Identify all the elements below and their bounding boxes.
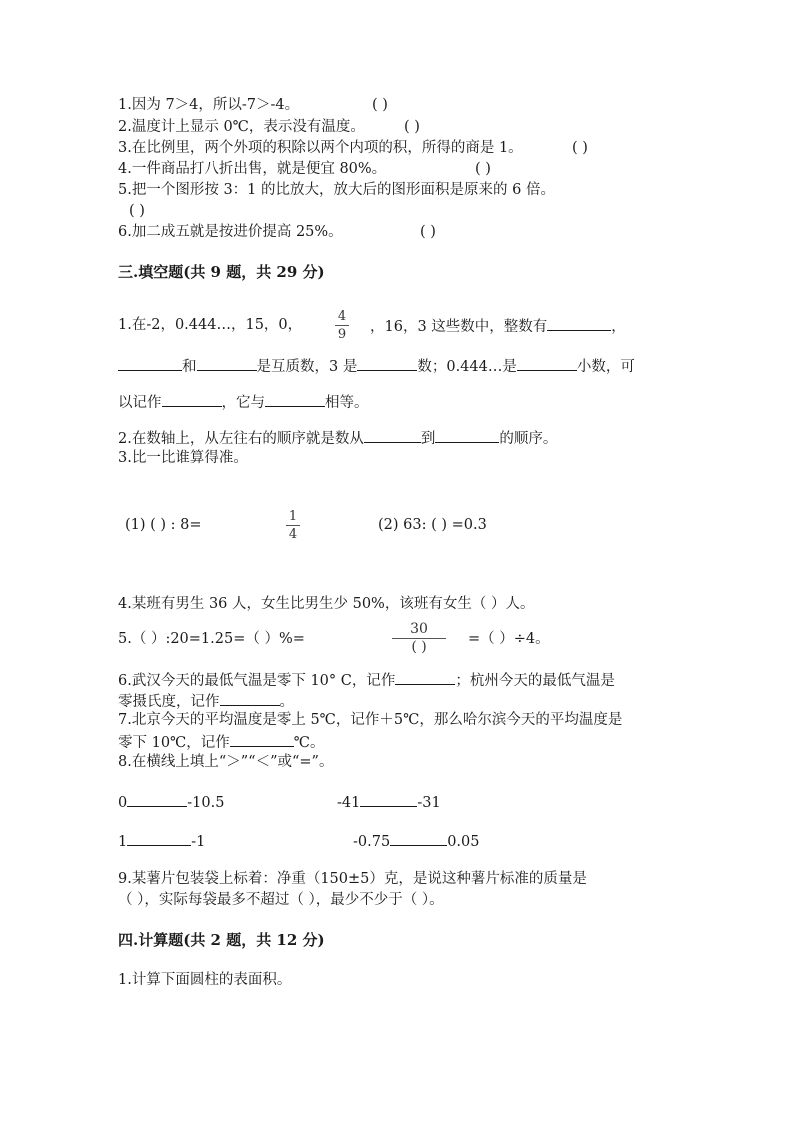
judge-item-6: 6.加二成五就是按进价提高 25%。 bbox=[118, 224, 343, 240]
fill-q5-b: =（ ）÷4。 bbox=[468, 631, 550, 647]
answer-blank[interactable] bbox=[118, 355, 182, 371]
fill-q7-text-b: 零下 10℃，记作 bbox=[118, 735, 230, 751]
answer-blank[interactable] bbox=[395, 669, 455, 685]
answer-blank[interactable] bbox=[364, 427, 421, 443]
judge-item-1-paren: ( ) bbox=[372, 97, 388, 113]
fraction-numerator: 30 bbox=[410, 621, 428, 637]
answer-blank[interactable] bbox=[197, 355, 257, 371]
compare-right: 0.05 bbox=[447, 834, 480, 850]
compare-right: -1 bbox=[191, 834, 206, 850]
fraction-30 bbox=[392, 622, 446, 655]
fill-q1-text-h: 以记作 bbox=[118, 395, 162, 411]
fill-q2-text-c: 的顺序。 bbox=[499, 431, 558, 447]
fill-q2-text-b: 到 bbox=[420, 431, 436, 447]
judge-item-1 bbox=[118, 95, 299, 115]
answer-blank[interactable] bbox=[360, 791, 417, 807]
fill-q9-line1: 9.某薯片包装袋上标着：净重（150±5）克，是说这种薯片标准的质量是 bbox=[118, 871, 587, 887]
section-heading-fill: 三.填空题(共 9 题，共 29 分) bbox=[118, 263, 325, 281]
fill-q1-text-i: ，它与 bbox=[221, 395, 265, 411]
compare-4 bbox=[353, 830, 479, 852]
judge-item-3-paren: ( ) bbox=[572, 140, 588, 156]
answer-blank[interactable] bbox=[127, 791, 187, 807]
fill-q1-text-g: 小数，可 bbox=[576, 359, 635, 375]
judge-item-text: 1.因为 7＞4，所以-7＞-4。 bbox=[118, 97, 300, 113]
fill-q3-title: 3.比一比谁算得准。 bbox=[118, 450, 248, 466]
fill-q1-line2 bbox=[118, 355, 635, 377]
answer-blank[interactable] bbox=[547, 315, 611, 331]
compare-3 bbox=[118, 830, 205, 852]
fill-q5-a: 5.（ ）:20=1.25=（ ）%= bbox=[118, 631, 305, 647]
fill-q6-text-a: 6.武汉今天的最低气温是零下 10° C，记作 bbox=[118, 673, 396, 689]
fill-q1-text-e: 是互质数，3 是 bbox=[256, 359, 358, 375]
compare-left: -41 bbox=[337, 795, 361, 811]
fill-q1-text-d: 和 bbox=[182, 359, 197, 375]
judge-item-2: 2.温度计上显示 0℃，表示没有温度。 bbox=[118, 119, 365, 135]
fill-q3-part2: (2) 63: ( ) =0.3 bbox=[378, 517, 487, 533]
fill-q1-text-b: ，16，3 这些数中，整数有 bbox=[370, 319, 548, 335]
fraction-bar bbox=[286, 525, 300, 526]
answer-blank[interactable] bbox=[220, 690, 280, 706]
fraction-1-4 bbox=[286, 509, 300, 542]
fraction-denominator: ( ) bbox=[411, 639, 427, 655]
fill-q6-line1 bbox=[118, 669, 615, 691]
fill-q6-text-b: ；杭州今天的最低气温是 bbox=[455, 673, 615, 689]
judge-item-5-paren: ( ) bbox=[129, 203, 145, 219]
compare-left: 0 bbox=[118, 795, 128, 811]
fill-q6-line2 bbox=[118, 690, 294, 712]
fill-q7-text-c: ℃。 bbox=[293, 735, 325, 751]
judge-item-3: 3.在比例里，两个外项的积除以两个内项的积，所得的商是 1。 bbox=[118, 140, 523, 156]
answer-blank[interactable] bbox=[265, 391, 325, 407]
answer-blank[interactable] bbox=[435, 427, 499, 443]
fraction-numerator: 4 bbox=[337, 309, 347, 324]
fraction-bar bbox=[335, 325, 349, 326]
fraction-numerator: 1 bbox=[288, 509, 298, 524]
answer-blank[interactable] bbox=[517, 355, 577, 371]
fill-q7-line2 bbox=[118, 731, 325, 753]
compare-left: -0.75 bbox=[353, 834, 391, 850]
compare-right: -10.5 bbox=[187, 795, 225, 811]
fill-q7-line1: 7.北京今天的平均温度是零上 5℃，记作＋5℃，那么哈尔滨今天的平均温度是 bbox=[118, 712, 623, 728]
compare-1 bbox=[118, 791, 224, 813]
judge-item-4: 4.一件商品打八折出售，就是便宜 80%。 bbox=[118, 161, 387, 177]
answer-blank[interactable] bbox=[162, 391, 222, 407]
fill-q1-line1-b bbox=[370, 315, 626, 337]
judge-item-5: 5.把一个图形按 3：1 的比放大，放大后的图形面积是原来的 6 倍。 bbox=[118, 182, 555, 198]
answer-blank[interactable] bbox=[390, 830, 447, 846]
fill-q1-text-j: 相等。 bbox=[325, 395, 369, 411]
fraction-denominator: 4 bbox=[288, 527, 298, 542]
answer-blank[interactable] bbox=[127, 830, 191, 846]
fill-q2 bbox=[118, 427, 557, 449]
fraction-denominator: 9 bbox=[337, 327, 347, 342]
fill-q9-line2: （ ），实际每袋最多不超过（ ），最少不少于（ ）。 bbox=[118, 892, 444, 908]
fill-q1-line3 bbox=[118, 391, 369, 413]
compare-right: -31 bbox=[417, 795, 441, 811]
answer-blank[interactable] bbox=[357, 355, 417, 371]
fill-q2-text-a: 2.在数轴上，从左往右的顺序就是数从 bbox=[118, 431, 364, 447]
section-heading-calc: 四.计算题(共 2 题，共 12 分) bbox=[118, 931, 325, 949]
fill-q1-text-c: ， bbox=[611, 319, 626, 335]
compare-left: 1 bbox=[118, 834, 128, 850]
fill-q8-title: 8.在横线上填上“＞”“＜”或“=”。 bbox=[118, 754, 334, 770]
judge-item-2-paren: ( ) bbox=[404, 119, 420, 135]
fill-q6-text-d: 。 bbox=[279, 694, 294, 710]
fill-q1-line1-a: 1.在-2，0.444…，15，0， bbox=[118, 317, 303, 333]
fill-q4: 4.某班有男生 36 人，女生比男生少 50%，该班有女生（ ）人。 bbox=[118, 596, 535, 612]
fill-q6-text-c: 零摄氏度，记作 bbox=[118, 694, 220, 710]
judge-item-6-paren: ( ) bbox=[420, 224, 436, 240]
answer-blank[interactable] bbox=[230, 731, 294, 747]
fill-q1-text-f: 数；0.444…是 bbox=[417, 359, 517, 375]
fill-q3-part1: (1) ( ) : 8= bbox=[125, 517, 202, 533]
judge-item-4-paren: ( ) bbox=[475, 161, 491, 177]
fraction-4-9 bbox=[335, 309, 349, 342]
compare-2 bbox=[337, 791, 441, 813]
calc-q1: 1.计算下面圆柱的表面积。 bbox=[118, 972, 292, 988]
